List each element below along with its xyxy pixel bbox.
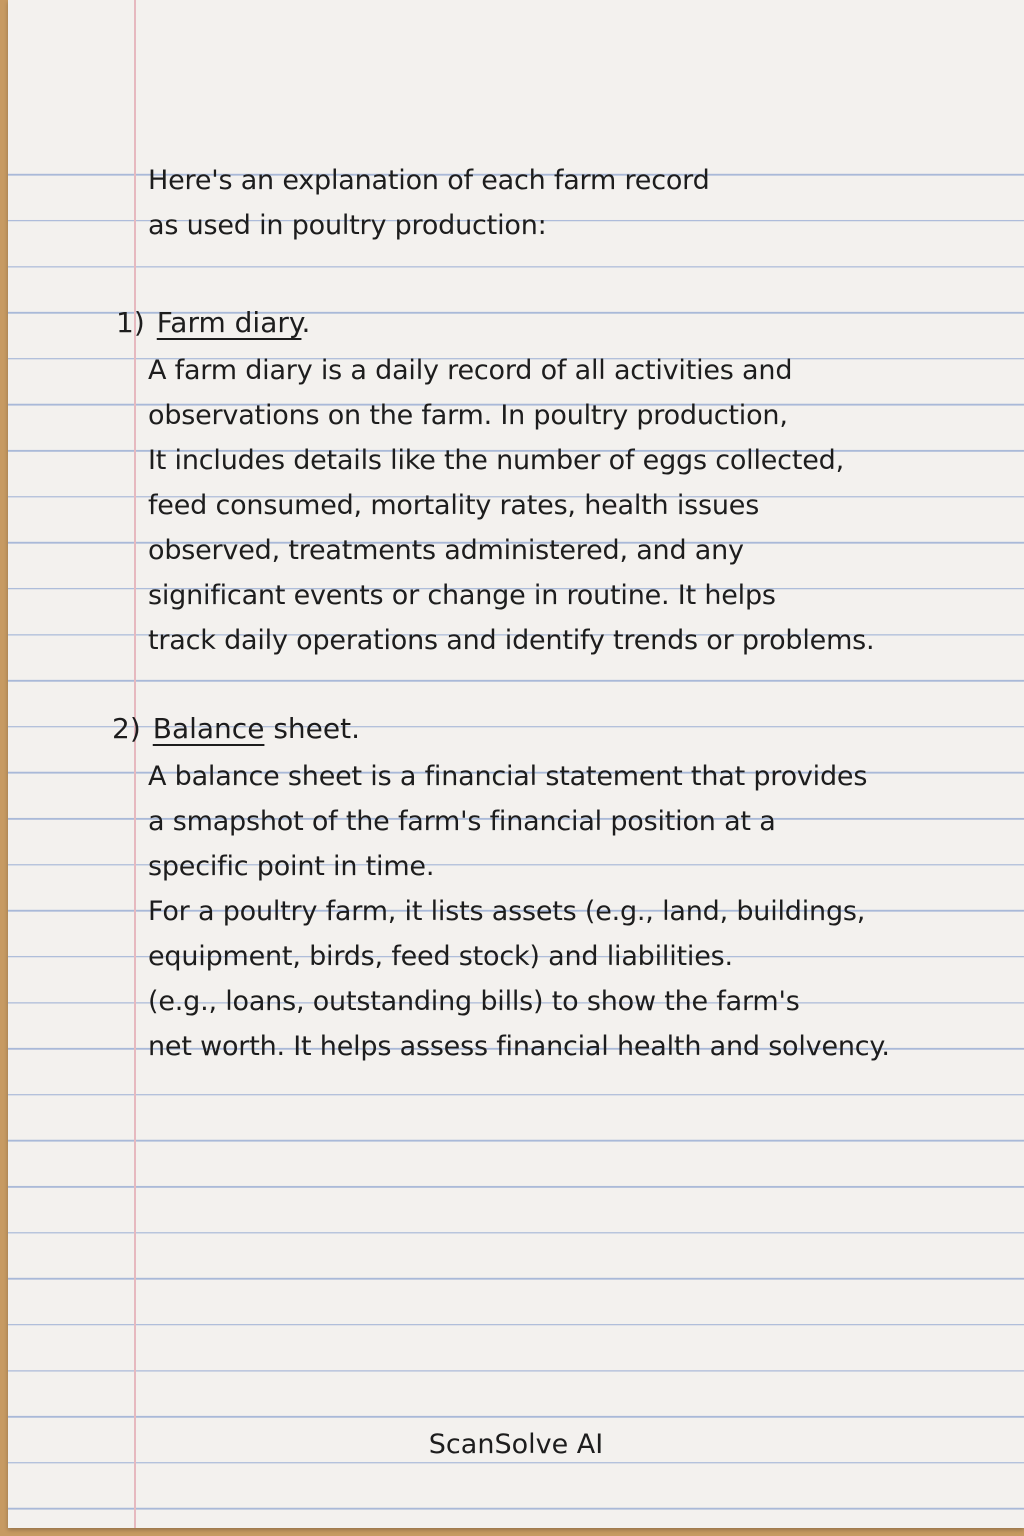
margin-line (134, 0, 136, 1528)
body-line: For a poultry farm, it lists assets (e.g., land, buildings, (148, 896, 866, 927)
body-line: track daily operations and identify trends or problems. (148, 625, 875, 656)
body-line: (e.g., loans, outstanding bills) to show the farm's (148, 986, 800, 1017)
footer-brand: ScanSolve AI (428, 1429, 604, 1460)
section-heading-farm-diary (116, 300, 310, 345)
notebook-paper (8, 0, 1024, 1528)
body-line: feed consumed, mortality rates, health issues (148, 490, 760, 521)
section-body-balance-sheet (148, 754, 890, 1069)
section-title-rest: . (301, 306, 311, 339)
intro-line: Here's an explanation of each farm record (148, 165, 710, 196)
body-line: A farm diary is a daily record of all activities and (148, 355, 793, 386)
section-title: Farm diary (156, 306, 302, 339)
body-line: observed, treatments administered, and any (148, 535, 744, 566)
section-title-rest: sheet. (264, 712, 360, 745)
section-heading-balance-sheet (112, 706, 360, 751)
body-line: a smapshot of the farm's financial position at a (148, 806, 776, 837)
body-line: significant events or change in routine. It helps (148, 580, 776, 611)
section-number: 1) (116, 306, 145, 339)
body-line: specific point in time. (148, 851, 435, 882)
intro-line: as used in poultry production: (148, 210, 547, 241)
body-line: net worth. It helps assess financial health and solvency. (148, 1031, 890, 1062)
body-line: It includes details like the number of eggs collected, (148, 445, 844, 476)
body-line: equipment, birds, feed stock) and liabilities. (148, 941, 733, 972)
body-line: observations on the farm. In poultry production, (148, 400, 788, 431)
section-body-farm-diary (148, 348, 874, 663)
intro-text (148, 158, 710, 248)
body-line: A balance sheet is a financial statement that provides (148, 761, 868, 792)
section-title: Balance (152, 712, 265, 745)
section-number: 2) (112, 712, 141, 745)
